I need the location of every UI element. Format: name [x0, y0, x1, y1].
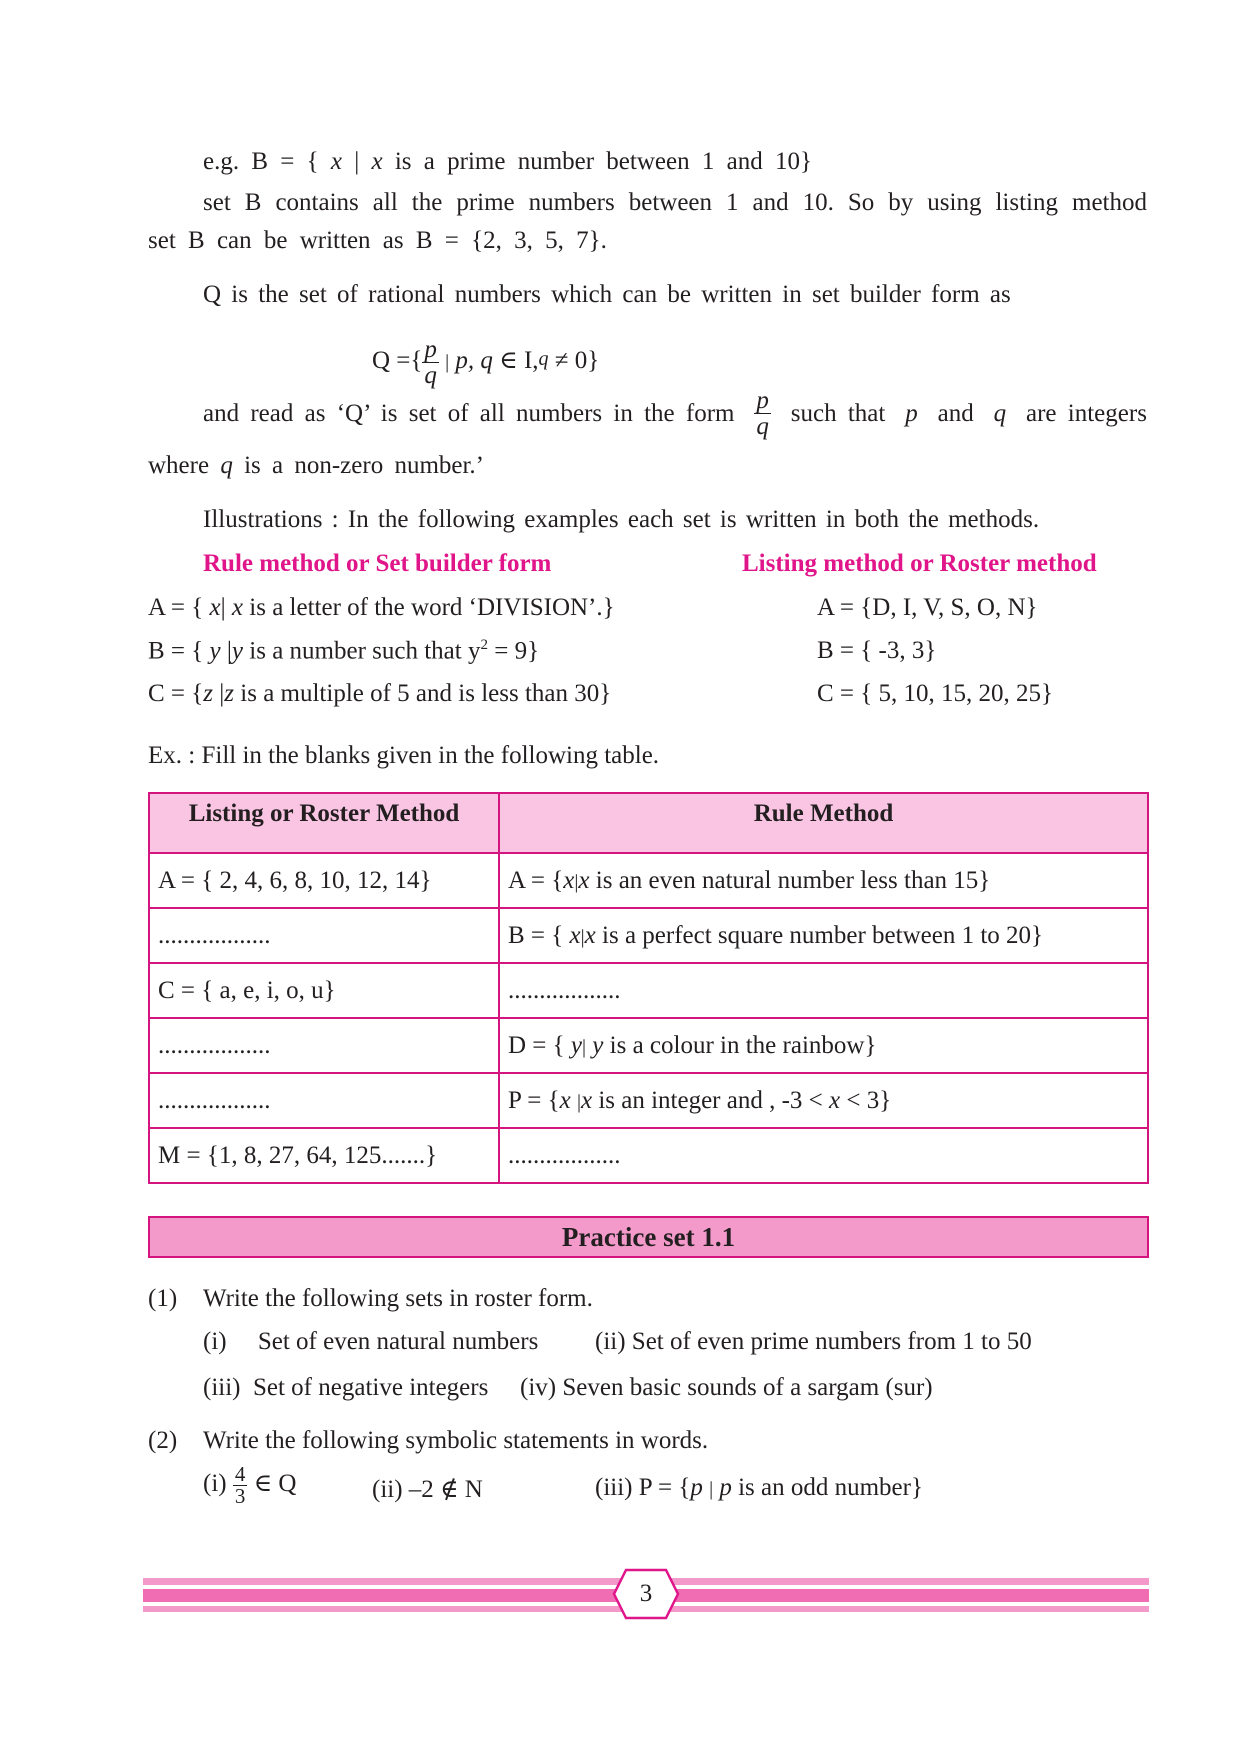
listing-cell-blank: ..................	[149, 1073, 499, 1128]
question-1-part-ii: (ii) Set of even prime numbers from 1 to 50	[595, 1328, 1032, 1355]
fill-blanks-table	[148, 792, 1149, 1184]
read-where: where	[148, 452, 210, 479]
column-header-listing: Listing or Roster Method	[149, 793, 499, 853]
rule-var: x	[231, 594, 244, 621]
rule-cell	[499, 1073, 1148, 1128]
practice-set-title: Practice set 1.1	[148, 1216, 1149, 1258]
rule-var: x	[209, 594, 221, 621]
rule-method-heading: Rule method or Set builder form	[203, 550, 552, 577]
rule-var: z	[224, 680, 235, 707]
rule-tail: = 9}	[494, 637, 540, 665]
illustration-rule-b	[148, 637, 539, 665]
formula-prefix: Q ={	[372, 347, 423, 375]
rule-var: z	[203, 680, 214, 707]
formula-fraction	[422, 337, 439, 388]
fraction-denominator: 3	[234, 1484, 246, 1508]
example-bar: |	[354, 148, 360, 175]
table-row	[149, 908, 1148, 963]
table-row	[149, 1073, 1148, 1128]
question-1-part-iii: (iii) Set of negative integers	[203, 1374, 489, 1401]
page-number: 3	[639, 1580, 653, 1607]
listing-cell: A = { 2, 4, 6, 8, 10, 12, 14}	[149, 853, 499, 908]
rule-bar: |	[574, 870, 579, 893]
question-2-part-ii: (ii) –2 ∉ N	[372, 1476, 483, 1503]
read-q: q	[993, 399, 1007, 427]
rule-var: y	[231, 637, 244, 665]
illustration-listing-b: B = { -3, 3}	[817, 637, 937, 664]
para2: Q is the set of rational numbers which can be written in set builder form as	[203, 281, 1011, 308]
fraction-numerator: p	[756, 387, 769, 414]
q-formula	[372, 337, 599, 388]
read-p: p	[905, 399, 918, 427]
rule-var: x	[580, 1086, 593, 1114]
read-text-b: such that	[790, 399, 886, 427]
rule-rest: is a multiple of 5 and is less than 30}	[240, 680, 612, 707]
read-q2: q	[220, 452, 233, 479]
fraction-numerator: p	[424, 336, 437, 363]
rule-var: x	[569, 921, 581, 949]
rule-rest: is an integer and , -3 <	[598, 1086, 823, 1114]
read-fraction	[754, 388, 771, 439]
rule-prefix: A = {	[148, 594, 204, 621]
rule-bar: |	[220, 594, 226, 621]
rule-bar: |	[226, 637, 232, 665]
table-row	[149, 1018, 1148, 1073]
rule-var: x	[578, 866, 590, 894]
illustration-listing-a: A = {D, I, V, S, O, N}	[817, 594, 1038, 621]
rule-rest: is a perfect square number between 1 to 20}	[602, 921, 1044, 949]
rule-rest: is a colour in the rainbow}	[609, 1031, 877, 1059]
column-header-rule: Rule Method	[499, 793, 1148, 853]
rule-var: y	[592, 1031, 604, 1059]
formula-bar: |	[445, 351, 450, 374]
rule-bar: |	[580, 925, 585, 948]
rule-rest: is a letter of the word ‘DIVISION’.}	[249, 594, 615, 621]
rule-rest: is a number such that y	[249, 637, 481, 665]
rule-bar: |	[576, 1090, 581, 1113]
illustrations-text: Illustrations : In the following examples each set is written in both the methods.	[203, 506, 1040, 533]
formula-set: I,	[523, 347, 539, 375]
listing-cell: M = {1, 8, 27, 64, 125.......}	[149, 1128, 499, 1183]
part-rest: ∈ Q	[253, 1470, 297, 1498]
rule-prefix: P = {	[508, 1086, 560, 1114]
table-row	[149, 963, 1148, 1018]
rule-cell	[499, 853, 1148, 908]
question-1-part-iv: (iv) Seven basic sounds of a sargam (sur)	[520, 1374, 933, 1401]
rule-superscript: 2	[480, 637, 488, 653]
read-line2	[148, 452, 484, 480]
question-2-text: Write the following symbolic statements in words.	[203, 1427, 709, 1454]
question-1-text: Write the following sets in roster form.	[203, 1285, 593, 1312]
part-prefix: (iii) P = {	[595, 1474, 691, 1501]
illustration-listing-c: C = { 5, 10, 15, 20, 25}	[817, 680, 1054, 707]
example-rest: is a prime number between 1 and 10}	[394, 148, 812, 175]
rule-cell	[499, 908, 1148, 963]
formula-neq: ≠	[554, 347, 569, 375]
para1-line2: set B can be written as B = {2, 3, 5, 7}.	[148, 227, 607, 254]
part-var: p	[719, 1474, 732, 1501]
rule-rest: is an even natural number less than 15}	[595, 866, 991, 894]
read-and: and	[937, 399, 974, 427]
rule-bar: |	[582, 1035, 587, 1058]
question-2-part-iii	[595, 1474, 923, 1502]
part-var: p	[690, 1474, 703, 1501]
fraction-numerator: 4	[234, 1462, 246, 1486]
formula-member: ∈	[499, 347, 518, 375]
part-rest: is an odd number}	[738, 1474, 923, 1501]
four-thirds-fraction	[233, 1464, 248, 1507]
illustration-rule-c	[148, 680, 611, 708]
table-row	[149, 853, 1148, 908]
fraction-denominator: q	[424, 362, 437, 389]
formula-vars: p, q	[455, 347, 493, 375]
example-var: x	[330, 148, 342, 175]
example-var: x	[371, 148, 383, 175]
question-1-number: (1)	[148, 1285, 178, 1312]
question-2-number: (2)	[148, 1427, 178, 1454]
rule-cell	[499, 1018, 1148, 1073]
rule-var: x	[563, 866, 575, 894]
illustration-rule-a	[148, 594, 615, 622]
rule-prefix: B = {	[148, 637, 204, 665]
fraction-denominator: q	[756, 413, 769, 440]
listing-cell-blank: ..................	[149, 1018, 499, 1073]
part-bar: |	[709, 1478, 714, 1500]
rule-tail: < 3}	[846, 1086, 892, 1114]
rule-var: y	[570, 1031, 583, 1059]
rule-prefix: C = {	[148, 680, 204, 707]
rule-var: x	[584, 921, 596, 949]
part-label: (i)	[203, 1470, 227, 1498]
rule-prefix: A = {	[508, 866, 564, 894]
rule-prefix: D = {	[508, 1031, 565, 1059]
rule-cell-blank: ..................	[499, 963, 1148, 1018]
read-line	[203, 388, 1147, 439]
question-1-part-i: (i) Set of even natural numbers	[203, 1328, 539, 1355]
read-text-c: are integers	[1026, 399, 1147, 427]
formula-q: q	[538, 348, 549, 371]
rule-bar: |	[219, 680, 225, 707]
question-2-part-i	[203, 1464, 296, 1507]
example-line	[203, 148, 812, 176]
exercise-instruction: Ex. : Fill in the blanks given in the following table.	[148, 742, 660, 769]
para1-line1: set B contains all the prime numbers between 1 and 10. So by using listing method	[203, 189, 1147, 216]
rule-var: y	[209, 637, 221, 665]
formula-tail: 0}	[574, 347, 600, 375]
rule-cell-blank: ..................	[499, 1128, 1148, 1183]
listing-method-heading: Listing method or Roster method	[742, 550, 1097, 577]
example-prefix: e.g. B = {	[203, 148, 319, 175]
read-text-a: and read as ‘Q’ is set of all numbers in the form	[203, 399, 735, 427]
rule-var: x	[559, 1086, 571, 1114]
table-header-row	[149, 793, 1148, 853]
listing-cell-blank: ..................	[149, 908, 499, 963]
listing-cell: C = { a, e, i, o, u}	[149, 963, 499, 1018]
read-nonzero: is a non-zero number.’	[244, 452, 485, 479]
table-row	[149, 1128, 1148, 1183]
rule-prefix: B = {	[508, 921, 564, 949]
rule-var: x	[829, 1086, 841, 1114]
